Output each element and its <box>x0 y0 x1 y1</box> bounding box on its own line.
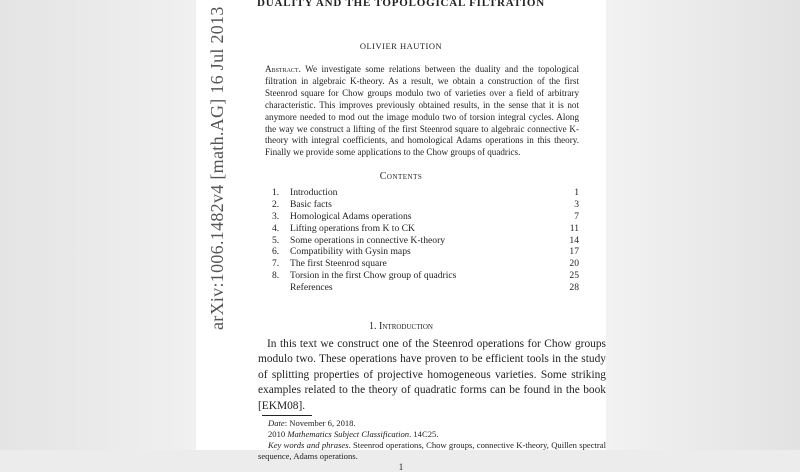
toc-entry[interactable] <box>272 258 579 270</box>
right-margin <box>606 0 800 450</box>
toc-title: Introduction <box>290 187 338 199</box>
footnote-msc <box>258 429 606 440</box>
paper-title: DUALITY AND THE TOPOLOGICAL FILTRATION <box>257 0 545 9</box>
keywords-label: Key words and phrases <box>268 440 349 451</box>
abstract-text: We investigate some relations between the duality and the topological filtration in algebraic K-theory. As a result, we obtain a construction of the first Steenrod square for Chow groups modulo two of varieties over a field of arbitrary characteristic. This improves previously obtained results, in the sense that it is not anymore needed to mod out the image modulo two of torsion integral cycles. Along the way we construct a lifting of the first Steenrod square to algebraic connective K-theory with integral coefficients, and homological Adams operations in this theory. Finally we provide some applications to the Chow groups of quadrics. <box>265 64 579 158</box>
toc-number: 3. <box>272 210 280 222</box>
msc-label: Mathematics Subject Classification <box>287 429 410 440</box>
toc-entry[interactable] <box>272 270 579 282</box>
toc-page: 7 <box>574 210 579 222</box>
toc-title: Basic facts <box>290 199 332 211</box>
toc-number: 7. <box>272 258 280 270</box>
footnote-date <box>258 418 606 429</box>
toc-title: References <box>290 282 333 293</box>
msc-prefix: 2010 <box>268 429 288 440</box>
footnote-rule <box>262 415 312 416</box>
toc-number: 4. <box>272 222 280 234</box>
left-margin <box>0 0 196 450</box>
table-of-contents <box>272 187 579 294</box>
toc-title: The first Steenrod square <box>290 258 387 270</box>
toc-entry[interactable] <box>272 235 579 247</box>
toc-entry[interactable] <box>272 282 579 294</box>
date-value: : November 6, 2018. <box>284 418 356 429</box>
toc-page: 14 <box>569 234 579 246</box>
keywords-value: . Steenrod operations, Chow groups, connective K-theory, Quillen spectral sequence, Adams operations. <box>258 440 606 462</box>
section-heading <box>196 320 606 333</box>
intro-paragraph: In this text we construct one of the Steenrod operations for Chow groups modulo two. These operations have proven to be efficient tools in the study of splitting properties of projective homogeneous varieties. Some striking examples related to the theory of quadratic forms can be found in the book [EKM08]. <box>258 337 606 412</box>
footnote-keywords <box>258 440 606 462</box>
toc-entry[interactable] <box>272 246 579 258</box>
arxiv-stamp: arXiv:1006.1482v4 [math.AG] 16 Jul 2013 <box>207 6 227 330</box>
toc-title: Homological Adams operations <box>290 210 412 222</box>
toc-page: 25 <box>569 270 579 282</box>
msc-value: . 14C25. <box>409 429 439 440</box>
page-number: 1 <box>398 462 404 472</box>
toc-entry[interactable] <box>272 211 579 223</box>
toc-page: 28 <box>569 282 579 293</box>
toc-number <box>272 282 290 294</box>
author: OLIVIER HAUTION <box>359 41 443 51</box>
toc-entry[interactable] <box>272 187 579 199</box>
toc-title: Some operations in connective K-theory <box>290 234 446 246</box>
toc-page: 1 <box>574 187 579 199</box>
abstract <box>265 64 579 159</box>
date-label: Date <box>268 418 285 429</box>
toc-number: 8. <box>272 270 280 282</box>
contents-heading: Contents <box>379 171 423 183</box>
toc-page: 17 <box>569 246 579 258</box>
footnotes <box>258 418 606 462</box>
toc-page: 3 <box>574 199 579 211</box>
toc-number: 6. <box>272 246 280 258</box>
intro-heading: 1. Introduction <box>369 320 433 332</box>
toc-number: 5. <box>272 234 280 246</box>
toc-entry[interactable] <box>272 199 579 211</box>
toc-page: 20 <box>569 258 579 270</box>
toc-entry[interactable] <box>272 223 579 235</box>
toc-title: Lifting operations from K to CK <box>290 222 415 234</box>
toc-number: 2. <box>272 199 280 211</box>
toc-number: 1. <box>272 187 280 199</box>
abstract-label: Abstract. <box>265 64 301 74</box>
page-content <box>196 0 606 472</box>
toc-page: 11 <box>569 222 579 234</box>
toc-title: Torsion in the first Chow group of quadrics <box>290 270 457 282</box>
toc-title: Compatibility with Gysin maps <box>290 246 411 258</box>
